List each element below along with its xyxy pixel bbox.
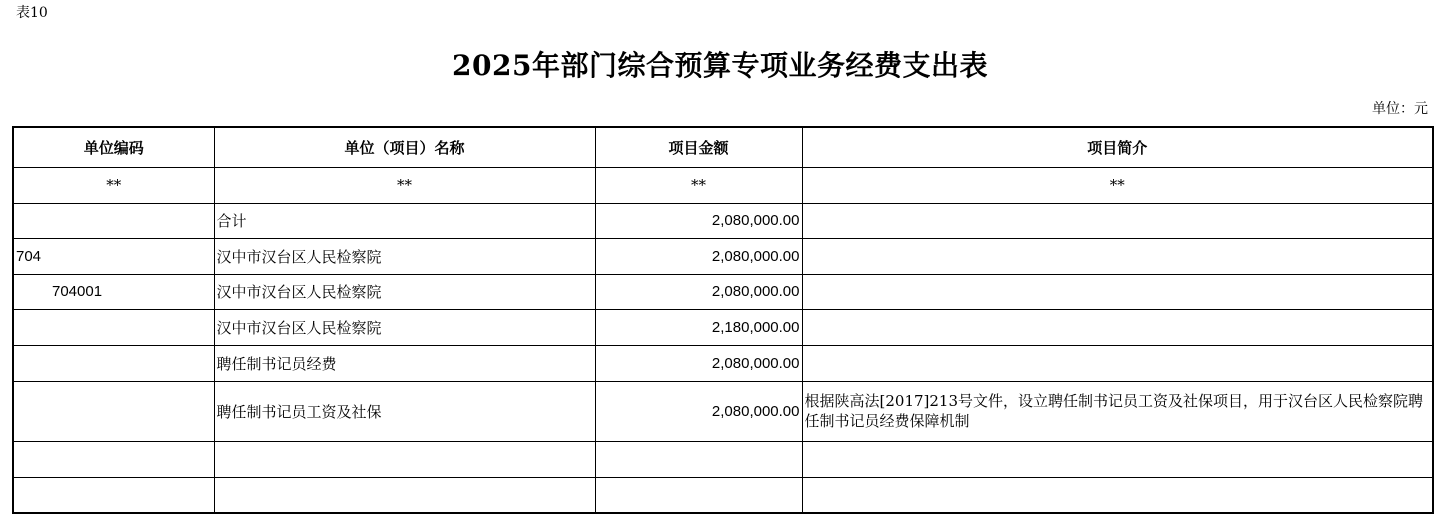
page-title: 2025年部门综合预算专项业务经费支出表 (452, 49, 988, 82)
empty-cell (13, 477, 214, 513)
amount-cell: 2,080,000.00 (595, 381, 802, 441)
description-cell (802, 274, 1433, 309)
table-row (13, 238, 1433, 274)
amount-cell: 2,180,000.00 (595, 309, 802, 345)
unit-name-cell: 汉中市汉台区人民检察院 (214, 274, 595, 309)
header-unit-name: 单位（项目）名称 (214, 127, 595, 167)
placeholder-cell: ** (13, 167, 214, 203)
unit-code-cell (13, 309, 214, 345)
unit-name-cell: 合计 (214, 203, 595, 238)
header-row (13, 127, 1433, 167)
placeholder-row (13, 167, 1433, 203)
placeholder-cell: ** (802, 167, 1433, 203)
unit-name-cell: 聘任制书记员工资及社保 (214, 381, 595, 441)
amount-cell: 2,080,000.00 (595, 345, 802, 381)
unit-code-cell (13, 345, 214, 381)
empty-cell (802, 441, 1433, 477)
description-cell (802, 238, 1433, 274)
header-amount: 项目金额 (595, 127, 802, 167)
empty-cell (13, 441, 214, 477)
table-row (13, 345, 1433, 381)
empty-cell (595, 477, 802, 513)
table-row (13, 203, 1433, 238)
table-row (13, 274, 1433, 309)
unit-label: 单位：元 (1372, 101, 1428, 117)
header-description: 项目简介 (802, 127, 1433, 167)
unit-code-cell (13, 203, 214, 238)
empty-cell (802, 477, 1433, 513)
budget-table (12, 126, 1434, 514)
unit-name-cell: 汉中市汉台区人民检察院 (214, 238, 595, 274)
unit-code-cell: 704001 (13, 274, 214, 309)
description-cell (802, 345, 1433, 381)
empty-cell (214, 441, 595, 477)
unit-name-cell: 聘任制书记员经费 (214, 345, 595, 381)
placeholder-cell: ** (595, 167, 802, 203)
empty-row (13, 441, 1433, 477)
amount-cell: 2,080,000.00 (595, 274, 802, 309)
unit-code-cell (13, 381, 214, 441)
unit-code-cell: 704 (13, 238, 214, 274)
unit-name-cell: 汉中市汉台区人民检察院 (214, 309, 595, 345)
description-cell (802, 203, 1433, 238)
empty-row (13, 477, 1433, 513)
empty-cell (214, 477, 595, 513)
amount-cell: 2,080,000.00 (595, 203, 802, 238)
empty-cell (595, 441, 802, 477)
placeholder-cell: ** (214, 167, 595, 203)
table-row (13, 381, 1433, 441)
table-number: 表10 (16, 5, 48, 21)
description-cell: 根据陕高法[2017]213号文件，设立聘任制书记员工资及社保项目，用于汉台区人民检察院聘任制书记员经费保障机制 (802, 381, 1433, 441)
header-unit-code: 单位编码 (13, 127, 214, 167)
amount-cell: 2,080,000.00 (595, 238, 802, 274)
description-cell (802, 309, 1433, 345)
table-row (13, 309, 1433, 345)
